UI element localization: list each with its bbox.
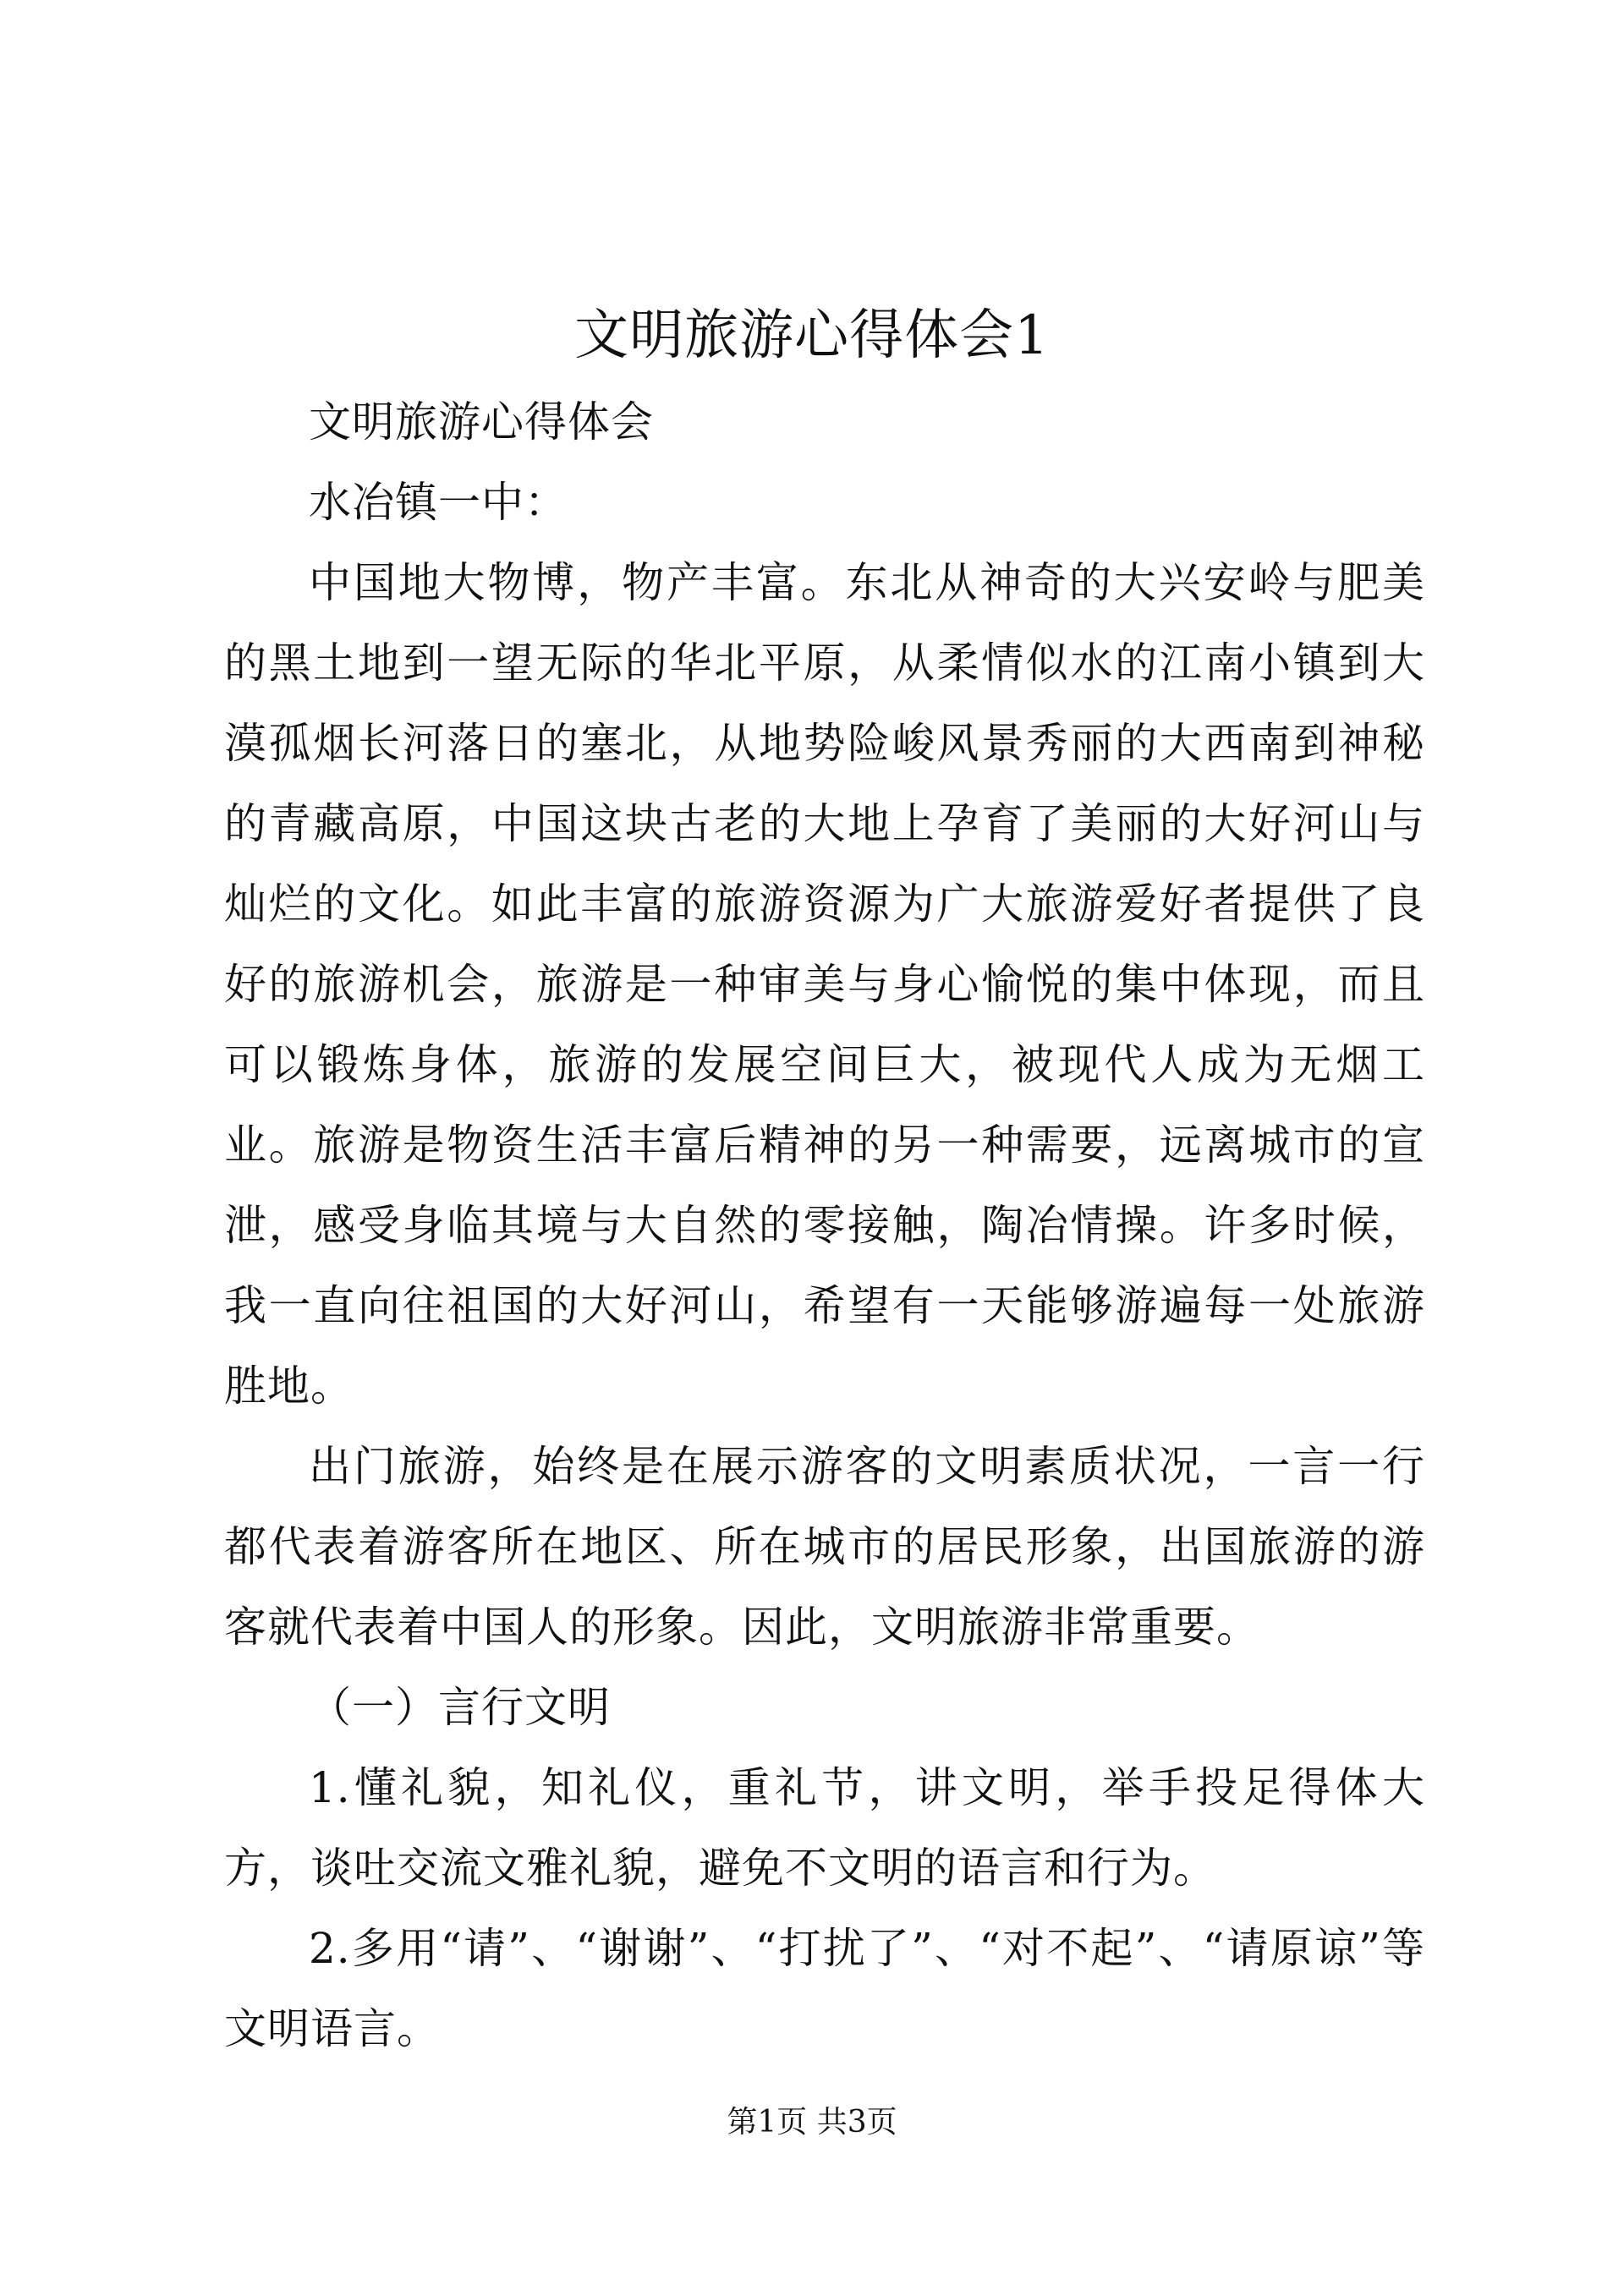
subtitle-paragraph: 文明旅游心得体会 — [309, 397, 654, 447]
author-paragraph: 水冶镇一中： — [309, 478, 568, 527]
page-footer: 第1页 共3页 — [727, 2105, 897, 2140]
body-paragraph: 出门旅游，始终是在展示游客的文明素质状况，一言一行都代表着游客所在地区、所在城市的居民形象，出国旅游的游客就代表着中国人的形象。因此，文明旅游非常重要。 — [224, 1442, 1425, 1652]
document-title: 文明旅游心得体会1 — [574, 304, 1050, 367]
list-item: 2.多用“请”、“谢谢”、“打扰了”、“对不起”、“请原谅”等文明语言。 — [224, 1924, 1425, 2053]
body-paragraph: 中国地大物博，物产丰富。东北从神奇的大兴安岭与肥美的黑土地到一望无际的华北平原，从柔情似水的江南小镇到大漠孤烟长河落日的塞北，从地势险峻风景秀丽的大西南到神秘的青藏高原，中国这块古老的大地上孕育了美丽的大好河山与灿烂的文化。如此丰富的旅游资源为广大旅游爱好者提供了良好的旅游机会，旅游是一种审美与身心愉悦的集中体现，而且可以锻炼身体，旅游的发展空间巨大，被现代人成为无烟工业。旅游是物资生活丰富后精神的另一种需要，远离城市的宣泄，感受身临其境与大自然的零接触，陶冶情操。许多时候，我一直向往祖国的大好河山，希望有一天能够游遍每一处旅游胜地。 — [224, 558, 1425, 1411]
list-item: 1.懂礼貌，知礼仪，重礼节，讲文明，举手投足得体大方，谈吐交流文雅礼貌，避免不文明的语言和行为。 — [224, 1763, 1425, 1893]
document-body — [224, 382, 1425, 2069]
section-heading: （一）言行文明 — [309, 1683, 611, 1732]
